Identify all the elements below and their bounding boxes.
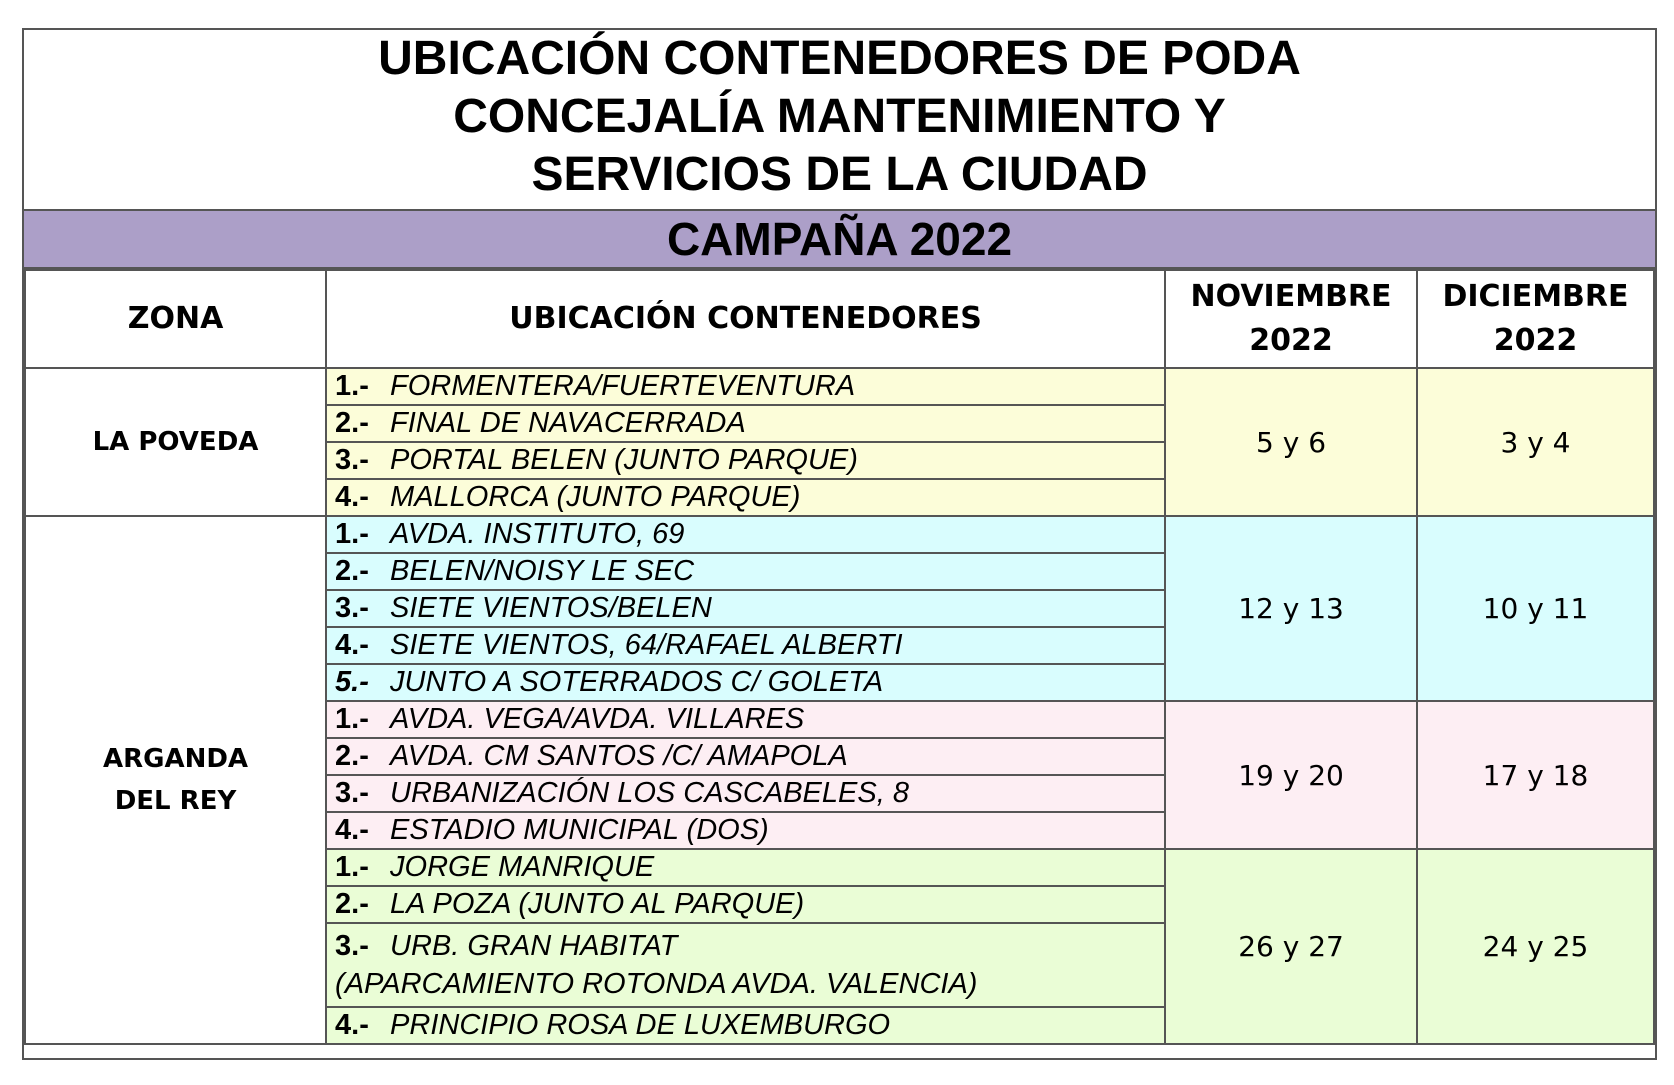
location-text: JORGE MANRIQUE bbox=[390, 851, 655, 883]
location-cell bbox=[326, 923, 1165, 1007]
location-number: 2.- bbox=[335, 888, 369, 920]
location-number: 4.- bbox=[335, 629, 369, 661]
location-text: MALLORCA (JUNTO PARQUE) bbox=[390, 481, 801, 513]
zone-arganda-line-1: ARGANDA bbox=[102, 744, 249, 774]
header-noviembre bbox=[1165, 270, 1417, 368]
location-text: BELEN/NOISY LE SEC bbox=[390, 555, 695, 587]
date-noviembre: 5 y 6 bbox=[1165, 368, 1417, 516]
location-number: 4.- bbox=[335, 481, 369, 513]
location-cell bbox=[326, 701, 1165, 738]
location-number: 2.- bbox=[335, 555, 369, 587]
location-number: 4.- bbox=[335, 1009, 369, 1041]
zone-arganda-line-2: DEL REY bbox=[114, 786, 237, 816]
location-number: 1.- bbox=[335, 518, 369, 550]
date-diciembre: 3 y 4 bbox=[1417, 368, 1654, 516]
header-noviembre-month: NOVIEMBRE bbox=[1190, 279, 1392, 314]
header-zona: ZONA bbox=[25, 270, 326, 368]
header-diciembre-year: 2022 bbox=[1493, 323, 1578, 358]
location-cell bbox=[326, 590, 1165, 627]
location-text: AVDA. INSTITUTO, 69 bbox=[390, 518, 685, 550]
location-cell bbox=[326, 516, 1165, 553]
header-diciembre-month: DICIEMBRE bbox=[1442, 279, 1629, 314]
location-number: 3.- bbox=[335, 444, 369, 476]
location-number: 3.- bbox=[335, 592, 369, 624]
location-text: SIETE VIENTOS/BELEN bbox=[390, 592, 712, 624]
location-cell bbox=[326, 738, 1165, 775]
location-cell bbox=[326, 664, 1165, 701]
location-text: ESTADIO MUNICIPAL (DOS) bbox=[390, 814, 769, 846]
location-cell bbox=[326, 368, 1165, 405]
location-text: FINAL DE NAVACERRADA bbox=[390, 407, 746, 439]
campaign-banner: CAMPAÑA 2022 bbox=[24, 209, 1655, 269]
schedule-table bbox=[24, 269, 1655, 1045]
date-noviembre: 19 y 20 bbox=[1165, 701, 1417, 849]
location-cell bbox=[326, 849, 1165, 886]
location-number: 1.- bbox=[335, 851, 369, 883]
zone-arganda-del-rey bbox=[25, 516, 326, 1044]
location-number: 3.- bbox=[335, 930, 369, 962]
location-cell bbox=[326, 886, 1165, 923]
location-text: URB. GRAN HABITAT bbox=[390, 930, 678, 962]
location-text: JUNTO A SOTERRADOS C/ GOLETA bbox=[390, 666, 884, 698]
location-cell bbox=[326, 1007, 1165, 1044]
location-cell bbox=[326, 627, 1165, 664]
page-title bbox=[24, 30, 1655, 209]
location-text: AVDA. VEGA/AVDA. VILLARES bbox=[390, 703, 805, 735]
date-diciembre: 10 y 11 bbox=[1417, 516, 1654, 701]
schedule-sheet bbox=[22, 28, 1657, 1060]
title-line-3: SERVICIOS DE LA CIUDAD bbox=[531, 148, 1148, 201]
location-cell bbox=[326, 479, 1165, 516]
header-ubicacion: UBICACIÓN CONTENEDORES bbox=[326, 270, 1165, 368]
location-text: PRINCIPIO ROSA DE LUXEMBURGO bbox=[390, 1009, 891, 1041]
location-number: 3.- bbox=[335, 777, 369, 809]
location-cell bbox=[326, 405, 1165, 442]
header-diciembre bbox=[1417, 270, 1654, 368]
table-row bbox=[25, 368, 1654, 405]
header-row bbox=[25, 270, 1654, 368]
table-row bbox=[25, 516, 1654, 553]
zone-la-poveda: LA POVEDA bbox=[25, 368, 326, 516]
location-cell bbox=[326, 553, 1165, 590]
location-number: 2.- bbox=[335, 740, 369, 772]
location-cell bbox=[326, 812, 1165, 849]
location-number: 1.- bbox=[335, 370, 369, 402]
location-number: 4.- bbox=[335, 814, 369, 846]
location-cell bbox=[326, 442, 1165, 479]
date-diciembre: 24 y 25 bbox=[1417, 849, 1654, 1044]
title-line-2: CONCEJALÍA MANTENIMIENTO Y bbox=[453, 90, 1226, 143]
header-noviembre-year: 2022 bbox=[1249, 323, 1333, 358]
location-text: SIETE VIENTOS, 64/RAFAEL ALBERTI bbox=[390, 629, 903, 661]
date-noviembre: 12 y 13 bbox=[1165, 516, 1417, 701]
location-text: URBANIZACIÓN LOS CASCABELES, 8 bbox=[390, 777, 909, 809]
location-number: 2.- bbox=[335, 407, 369, 439]
date-noviembre: 26 y 27 bbox=[1165, 849, 1417, 1044]
location-cell bbox=[326, 775, 1165, 812]
location-number: 5.- bbox=[335, 666, 369, 698]
date-diciembre: 17 y 18 bbox=[1417, 701, 1654, 849]
location-text: PORTAL BELEN (JUNTO PARQUE) bbox=[390, 444, 858, 476]
location-text: FORMENTERA/FUERTEVENTURA bbox=[390, 370, 856, 402]
location-text: LA POZA (JUNTO AL PARQUE) bbox=[390, 888, 805, 920]
location-text: AVDA. CM SANTOS /C/ AMAPOLA bbox=[390, 740, 848, 772]
location-number: 1.- bbox=[335, 703, 369, 735]
title-line-1: UBICACIÓN CONTENEDORES DE PODA bbox=[378, 32, 1301, 85]
location-text-continued: (APARCAMIENTO ROTONDA AVDA. VALENCIA) bbox=[335, 968, 978, 1000]
